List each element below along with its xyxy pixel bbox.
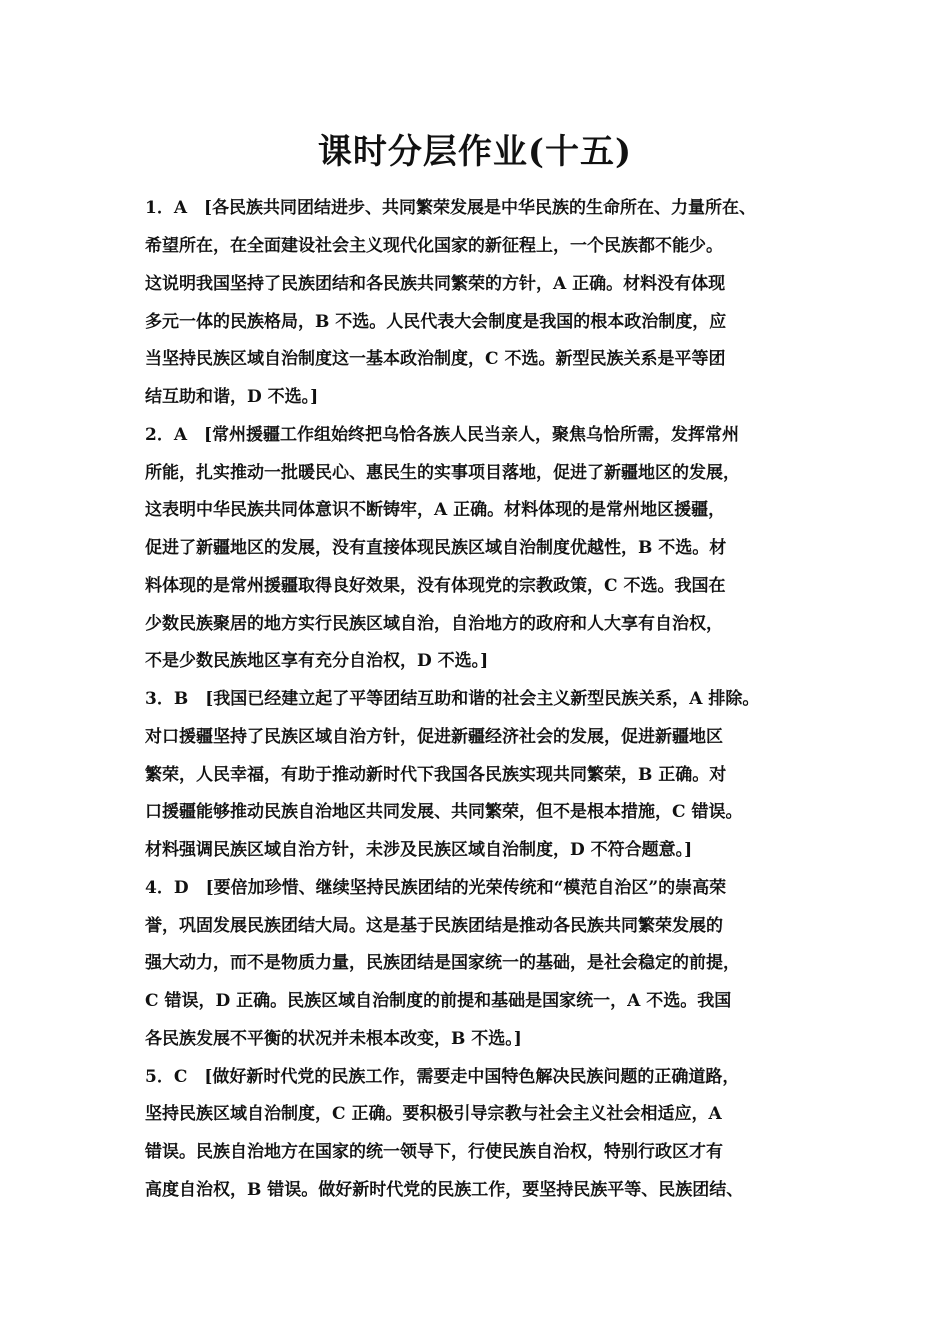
text-line: 5．C [做好新时代党的民族工作，需要走中国特色解决民族问题的正确道路，	[145, 1067, 740, 1087]
text-line: 这表明中华民族共同体意识不断铸牢，A 正确。材料体现的是常州地区援疆，	[145, 500, 726, 520]
text-line: 当坚持民族区域自治制度这一基本政治制度，C 不选。新型民族关系是平等团	[145, 349, 726, 369]
text-line: 4．D [要倍加珍惜、继续坚持民族团结的光荣传统和“模范自治区”的崇高荣	[145, 878, 727, 898]
text-line: 各民族发展不平衡的状况并未根本改变，B 不选。]	[145, 1029, 522, 1049]
text-line: 1．A [各民族共同团结进步、共同繁荣发展是中华民族的生命所在、力量所在、	[145, 198, 757, 218]
text-line: 多元一体的民族格局，B 不选。人民代表大会制度是我国的根本政治制度，应	[145, 312, 727, 332]
text-line: 口援疆能够推动民族自治地区共同发展、共同繁荣，但不是根本措施，C 错误。	[145, 802, 743, 822]
text-line: 材料强调民族区域自治方针，未涉及民族区域自治制度，D 不符合题意。]	[145, 840, 693, 860]
text-line: 誉，巩固发展民族团结大局。这是基于民族团结是推动各民族共同繁荣发展的	[145, 916, 723, 936]
text-line: 料体现的是常州援疆取得良好效果，没有体现党的宗教政策，C 不选。我国在	[145, 576, 726, 596]
text-line: 对口援疆坚持了民族区域自治方针，促进新疆经济社会的发展，促进新疆地区	[145, 727, 723, 747]
text-line: 错误。民族自治地方在国家的统一领导下，行使民族自治权，特别行政区才有	[145, 1142, 723, 1162]
page-title: 课时分层作业(十五)	[317, 132, 633, 172]
text-line: 促进了新疆地区的发展，没有直接体现民族区域自治制度优越性，B 不选。材	[145, 538, 727, 558]
text-line: 繁荣，人民幸福，有助于推动新时代下我国各民族实现共同繁荣，B 正确。对	[145, 765, 727, 785]
text-line: 所能，扎实推动一批暖民心、惠民生的实事项目落地，促进了新疆地区的发展，	[145, 463, 740, 483]
text-line: 强大动力，而不是物质力量，民族团结是国家统一的基础，是社会稳定的前提，	[145, 953, 740, 973]
text-line: 3．B [我国已经建立起了平等团结互助和谐的社会主义新型民族关系，A 排除。	[145, 689, 760, 709]
text-line: 坚持民族区域自治制度，C 正确。要积极引导宗教与社会主义社会相适应，A	[145, 1104, 722, 1124]
text-line: 2．A [常州援疆工作组始终把乌恰各族人民当亲人，聚焦乌恰所需，发挥常州	[145, 425, 740, 445]
text-line: 高度自治权，B 错误。做好新时代党的民族工作，要坚持民族平等、民族团结、	[145, 1180, 744, 1200]
text-line: 结互助和谐，D 不选。]	[145, 387, 319, 407]
text-line: 这说明我国坚持了民族团结和各民族共同繁荣的方针，A 正确。材料没有体现	[145, 274, 726, 294]
text-line: 少数民族聚居的地方实行民族区域自治，自治地方的政府和人大享有自治权，	[145, 614, 723, 634]
text-line: 希望所在，在全面建设社会主义现代化国家的新征程上，一个民族都不能少。	[145, 236, 723, 256]
text-line: C 错误，D 正确。民族区域自治制度的前提和基础是国家统一，A 不选。我国	[145, 991, 732, 1011]
text-line: 不是少数民族地区享有充分自治权，D 不选。]	[145, 651, 489, 671]
